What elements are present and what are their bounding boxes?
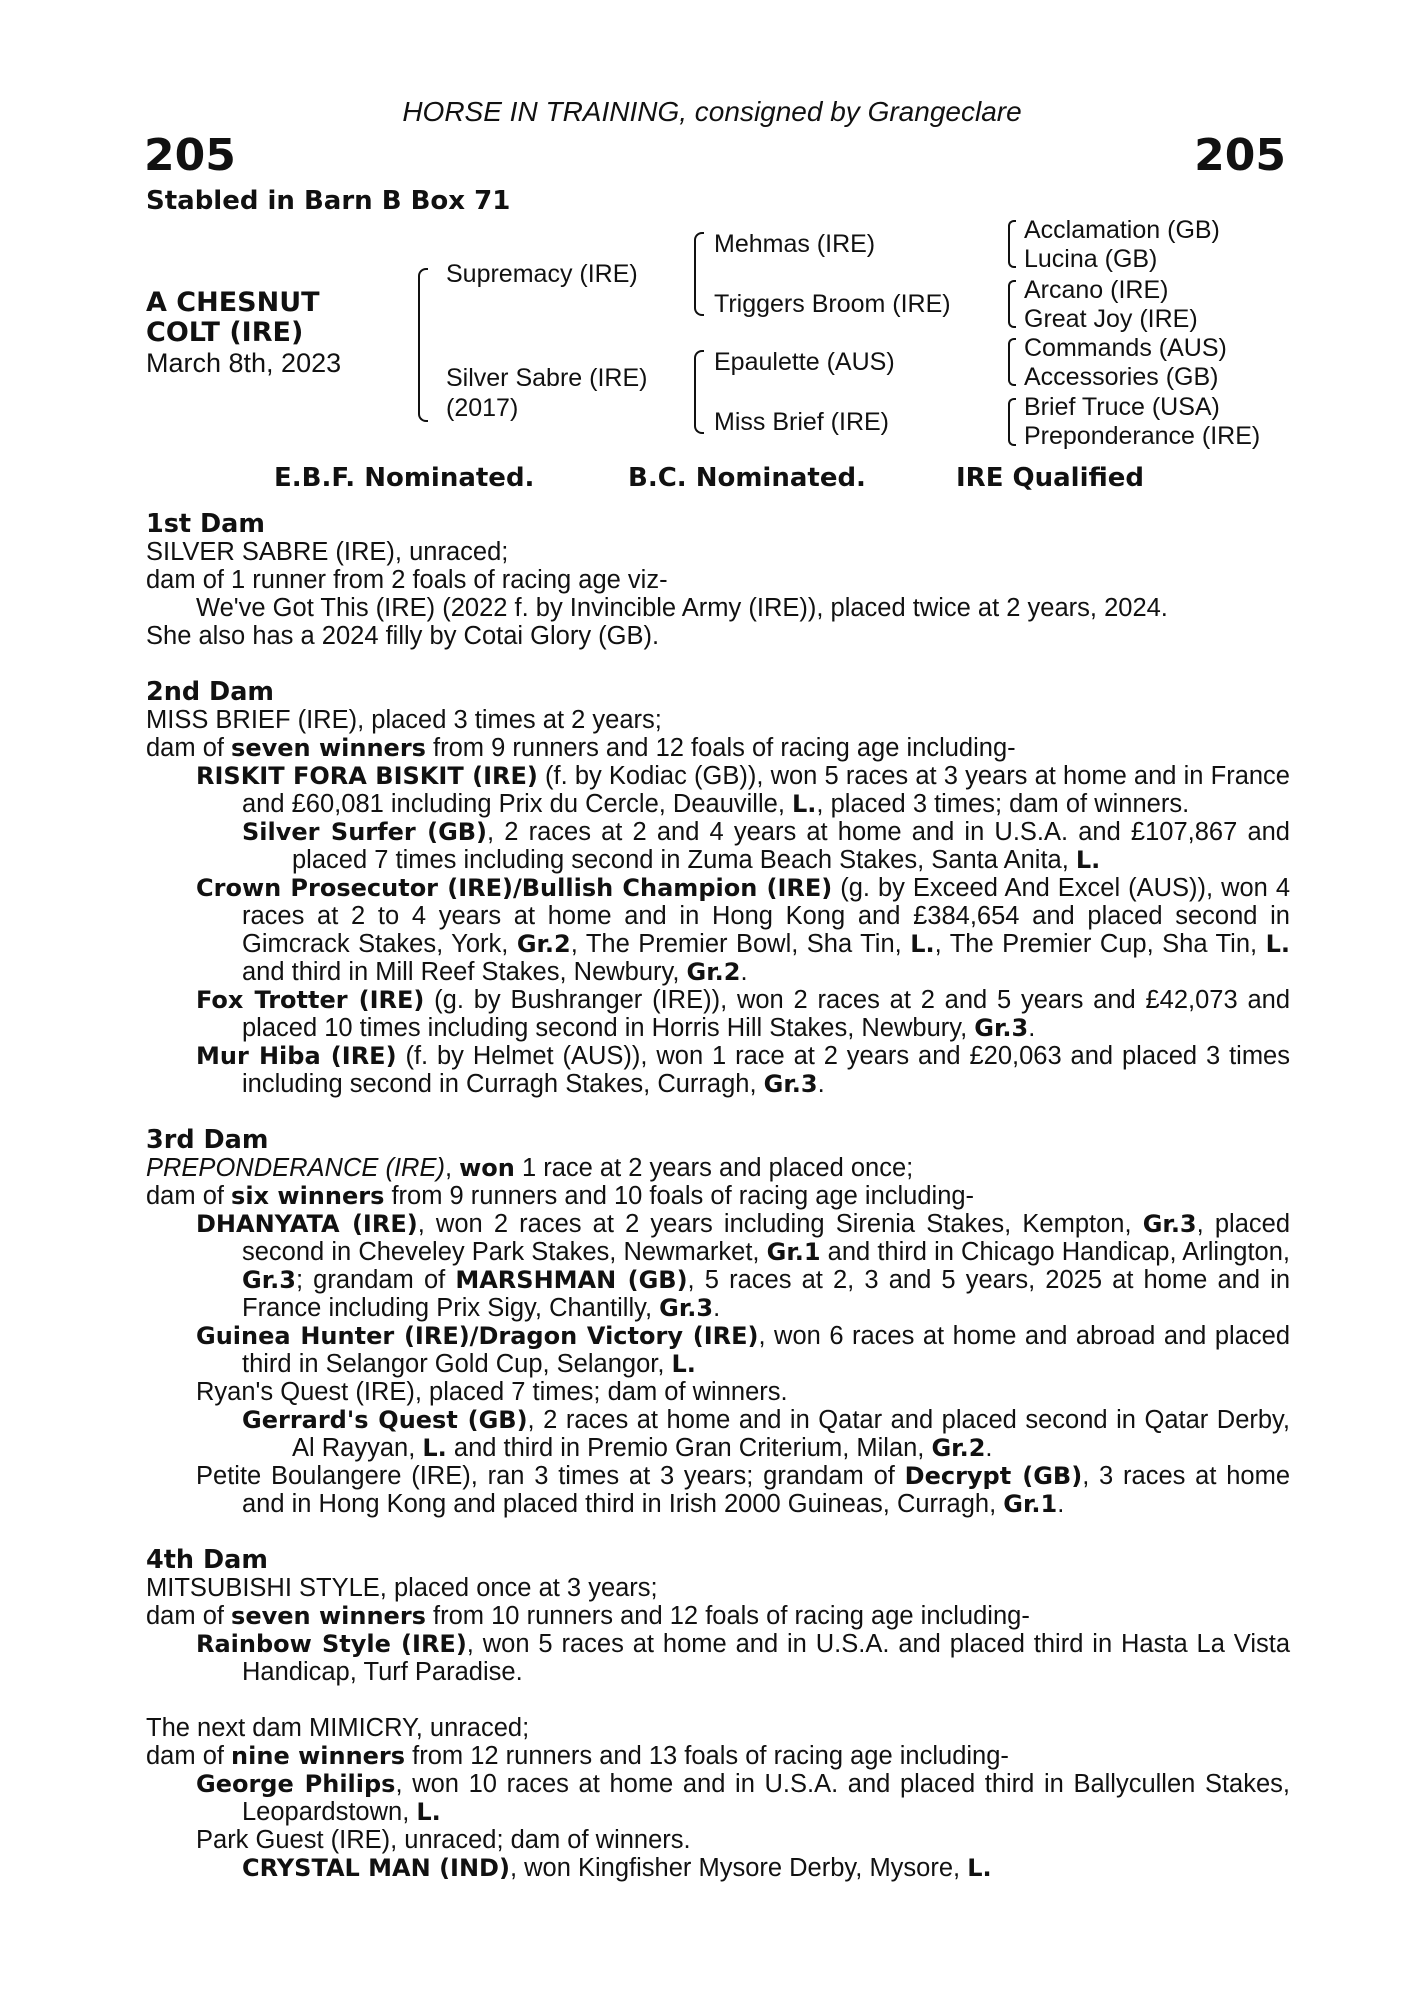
dam1-line4: She also has a 2024 filly by Cotai Glory (GB).	[146, 622, 660, 650]
brace-sire-parents	[694, 232, 704, 316]
dam4-line2: dam of seven winners from 10 runners and 12 foals of racing age including-	[146, 1602, 1030, 1630]
pedigree-ssd: Lucina (GB)	[1024, 245, 1158, 273]
horse-description-line2: COLT (IRE)	[146, 317, 304, 348]
dam3-line2: dam of six winners from 9 runners and 10 foals of racing age including-	[146, 1182, 975, 1210]
dam2-entry-riskit: RISKIT FORA BISKIT (IRE) (f. by Kodiac (GB)), won 5 races at 3 years at home and in France and £60,081 including Prix du Cercle, Deauville, L., placed 3 times; dam of winners.	[196, 762, 1290, 818]
pedigree-sire-sire: Mehmas (IRE)	[714, 230, 876, 258]
dam4-entry-rainbow-style: Rainbow Style (IRE), won 5 races at home and in U.S.A. and placed third in Hasta La Vista Handicap, Turf Paradise.	[196, 1630, 1290, 1686]
dam5-entry-george-philips: George Philips, won 10 races at home and in U.S.A. and placed third in Ballycullen Stakes, Leopardstown, L.	[196, 1770, 1291, 1826]
bc-nomination: B.C. Nominated.	[628, 463, 866, 493]
dam2-entry-crown-prosecutor: Crown Prosecutor (IRE)/Bullish Champion (IRE) (g. by Exceed And Excel (AUS)), won 4 races at 2 to 4 years at home and in Hong Kong and £384,654 and placed second in Gimcrack Stakes, York, Gr.2, The Premier Bowl, Sha Tin, L., The Premier Cup, Sha Tin, L. and third in Mill Reef Stakes, Newbury, Gr.2.	[196, 874, 1290, 986]
dam4-line1: MITSUBISHI STYLE, placed once at 3 years;	[146, 1574, 658, 1602]
pedigree-sds: Arcano (IRE)	[1024, 276, 1169, 304]
dam3-line1: PREPONDERANCE (IRE), won 1 race at 2 years and placed once;	[146, 1154, 914, 1182]
pedigree-dam: Silver Sabre (IRE)	[446, 364, 648, 392]
pedigree-dam-sire: Epaulette (AUS)	[714, 348, 895, 376]
foaling-date: March 8th, 2023	[146, 348, 342, 378]
dam3-entry-dhanyata: DHANYATA (IRE), won 2 races at 2 years including Sirenia Stakes, Kempton, Gr.3, placed second in Cheveley Park Stakes, Newmarket, Gr.1 and third in Chicago Handicap, Arlington, Gr.3; grandam of MARSHMAN (GB), 5 races at 2, 3 and 5 years, 2025 at home and in France including Prix Sigy, Chantilly, Gr.3.	[196, 1210, 1291, 1322]
horse-identity	[146, 288, 341, 378]
brace-g3	[1008, 338, 1016, 386]
dam2-entry-fox-trotter: Fox Trotter (IRE) (g. by Bushranger (IRE)), won 2 races at 2 and 5 years and £42,073 and placed 10 times including second in Horris Hill Stakes, Newbury, Gr.3.	[196, 986, 1290, 1042]
dam1-line1: SILVER SABRE (IRE), unraced;	[146, 538, 509, 566]
pedigree-dds: Brief Truce (USA)	[1024, 393, 1220, 421]
pedigree-sss: Acclamation (GB)	[1024, 216, 1220, 244]
section-heading-4th-dam: 4th Dam	[146, 1545, 268, 1575]
pedigree-dam-year: (2017)	[446, 394, 519, 422]
section-heading-1st-dam: 1st Dam	[146, 509, 265, 539]
dam5-line1: The next dam MIMICRY, unraced;	[146, 1714, 530, 1742]
brace-parents	[418, 268, 428, 422]
pedigree-sire: Supremacy (IRE)	[446, 260, 638, 288]
dam2-entry-silver-surfer: Silver Surfer (GB), 2 races at 2 and 4 years at home and in U.S.A. and £107,867 and placed 7 times including second in Zuma Beach Stakes, Santa Anita, L.	[242, 818, 1290, 874]
section-heading-2nd-dam: 2nd Dam	[146, 677, 274, 707]
dam1-produce: We've Got This (IRE) (2022 f. by Invincible Army (IRE)), placed twice at 2 years, 2024.	[196, 594, 1168, 622]
dam2-line2: dam of seven winners from 9 runners and 12 foals of racing age including-	[146, 734, 1016, 762]
dam5-entry-park-guest: Park Guest (IRE), unraced; dam of winners.	[196, 1826, 691, 1854]
dam5-line2: dam of nine winners from 12 runners and 13 foals of racing age including-	[146, 1742, 1009, 1770]
section-heading-3rd-dam: 3rd Dam	[146, 1125, 269, 1155]
dam1-line2: dam of 1 runner from 2 foals of racing age viz-	[146, 566, 668, 594]
dam3-entry-gerrards-quest: Gerrard's Quest (GB), 2 races at home and in Qatar and placed second in Qatar Derby, Al Rayyan, L. and third in Premio Gran Criterium, Milan, Gr.2.	[242, 1406, 1290, 1462]
dam2-line1: MISS BRIEF (IRE), placed 3 times at 2 years;	[146, 706, 662, 734]
horse-description-line1: A CHESNUT	[146, 287, 320, 318]
ebf-nomination: E.B.F. Nominated.	[274, 463, 535, 493]
lot-number-right: 205	[1194, 130, 1286, 181]
brace-dam-parents	[694, 350, 704, 434]
ire-qualified: IRE Qualified	[956, 463, 1145, 493]
brace-g2	[1008, 280, 1016, 328]
barn-location: Stabled in Barn B Box 71	[146, 186, 511, 216]
catalogue-page-body	[146, 510, 1290, 1882]
pedigree-dam-dam: Miss Brief (IRE)	[714, 408, 889, 436]
dam3-entry-petite-boulangere: Petite Boulangere (IRE), ran 3 times at 3 years; grandam of Decrypt (GB), 3 races at home and in Hong Kong and placed third in Irish 2000 Guineas, Curragh, Gr.1.	[196, 1462, 1291, 1518]
brace-g4	[1008, 398, 1016, 446]
dam5-entry-crystal-man: CRYSTAL MAN (IND), won Kingfisher Mysore Derby, Mysore, L.	[242, 1854, 992, 1882]
dam2-entry-mur-hiba: Mur Hiba (IRE) (f. by Helmet (AUS)), won 1 race at 2 years and £20,063 and placed 3 times including second in Curragh Stakes, Curragh, Gr.3.	[196, 1042, 1290, 1098]
dam3-entry-ryans-quest: Ryan's Quest (IRE), placed 7 times; dam of winners.	[196, 1378, 788, 1406]
lot-number-left: 205	[144, 130, 236, 181]
brace-g1	[1008, 220, 1016, 268]
dam3-entry-guinea-hunter: Guinea Hunter (IRE)/Dragon Victory (IRE), won 6 races at home and abroad and placed third in Selangor Gold Cup, Selangor, L.	[196, 1322, 1291, 1378]
pedigree-dss: Commands (AUS)	[1024, 334, 1227, 362]
pedigree-sire-dam: Triggers Broom (IRE)	[714, 290, 951, 318]
pedigree-sdd: Great Joy (IRE)	[1024, 305, 1198, 333]
pedigree-ddd: Preponderance (IRE)	[1024, 422, 1261, 450]
pedigree-dsd: Accessories (GB)	[1024, 363, 1219, 391]
catalogue-header: HORSE IN TRAINING, consigned by Grangeclare	[402, 96, 1022, 127]
